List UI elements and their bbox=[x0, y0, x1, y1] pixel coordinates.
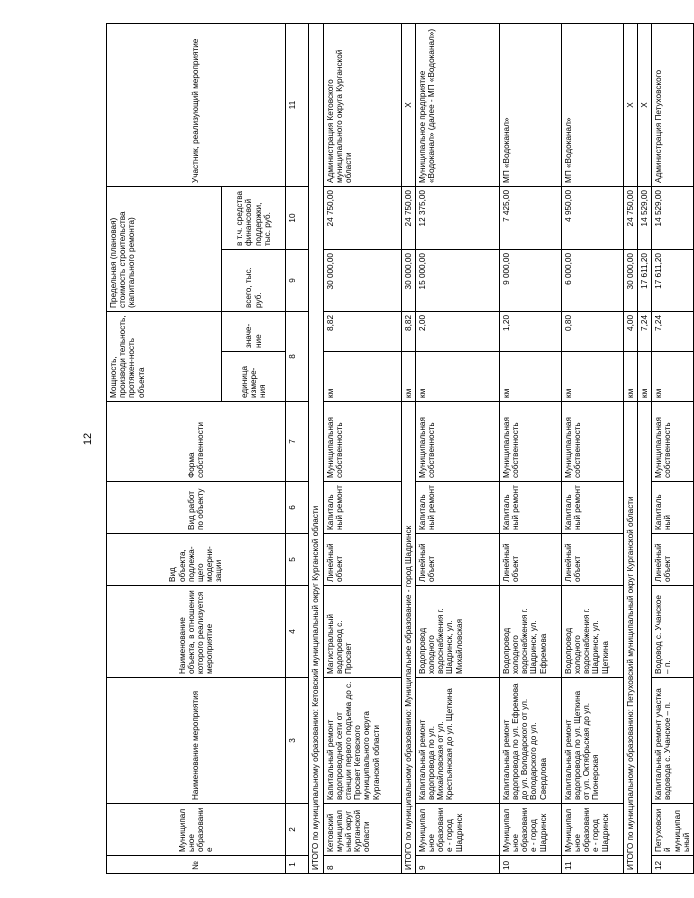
row-measure: Капитальный ремонт водопровода по ул. Ефремова до ул. Володарского от ул. Володарского до ул. Свердлова bbox=[499, 678, 561, 804]
row-object-type: Линейный объект bbox=[561, 534, 623, 586]
header-capacity-unit: единица измере-ния bbox=[222, 352, 286, 402]
total-unit: км bbox=[637, 352, 651, 402]
total-value: 7,24 bbox=[637, 312, 651, 352]
total-support: 24 750,00 bbox=[401, 187, 415, 250]
row-ownership: Муниципальная собственность bbox=[561, 402, 623, 482]
header-municipality: Муниципальное образование bbox=[107, 804, 286, 856]
row-unit: км bbox=[652, 352, 694, 402]
row-num: 9 bbox=[415, 856, 499, 874]
total-row bbox=[623, 24, 637, 874]
column-number: 7 bbox=[286, 402, 309, 482]
row-object-name: Водопровод холодного водоснабжения г. Шадринск, ул. Ефремова bbox=[499, 586, 561, 678]
header-measure: Наименование мероприятия bbox=[107, 678, 286, 804]
total-label bbox=[637, 402, 651, 874]
total-value: 4,00 bbox=[623, 312, 637, 352]
column-number: 5 bbox=[286, 534, 309, 586]
row-value: 0,80 bbox=[561, 312, 623, 352]
row-object-type: Линейный объект bbox=[323, 534, 401, 586]
row-cost: 6 000,00 bbox=[561, 250, 623, 312]
total-cost: 30 000,00 bbox=[401, 250, 415, 312]
table-row bbox=[499, 24, 561, 874]
total-row bbox=[401, 24, 415, 874]
row-cost: 30 000,00 bbox=[323, 250, 401, 312]
row-value: 1,20 bbox=[499, 312, 561, 352]
total-support: 24 750,00 bbox=[623, 187, 637, 250]
table-row bbox=[323, 24, 401, 874]
table-header-row bbox=[107, 24, 222, 874]
row-object-type: Линейный объект bbox=[652, 534, 694, 586]
section-title: ИТОГО по муниципальному образованию: Муниципальное образование - город Шадринск bbox=[401, 402, 415, 874]
total-participant: Х bbox=[401, 24, 415, 187]
row-ownership: Муниципальная собственность bbox=[323, 402, 401, 482]
row-municipality: Петуховский муниципальный bbox=[652, 804, 694, 856]
row-value: 2,00 bbox=[415, 312, 499, 352]
page-number: 12 bbox=[82, 432, 95, 446]
water-supply-repair-table bbox=[106, 23, 694, 874]
row-support: 24 750,00 bbox=[323, 187, 401, 250]
total-unit: км bbox=[623, 352, 637, 402]
column-number: 9 bbox=[286, 250, 309, 312]
row-value: 8,82 bbox=[323, 312, 401, 352]
total-unit: км bbox=[401, 352, 415, 402]
column-number: 10 bbox=[286, 187, 309, 250]
row-work-type: Капиталь ный ремонт bbox=[323, 482, 401, 534]
total-support: 14 529,00 bbox=[637, 187, 651, 250]
column-number: 6 bbox=[286, 482, 309, 534]
row-municipality: Муниципальное образование - город Шадринск bbox=[499, 804, 561, 856]
column-number: 1 bbox=[286, 856, 309, 874]
row-num: 12 bbox=[652, 856, 694, 874]
header-work-type: Вид работ по объекту bbox=[107, 482, 286, 534]
header-num: № bbox=[107, 856, 286, 874]
row-cost: 17 611,20 bbox=[652, 250, 694, 312]
total-row bbox=[637, 24, 651, 874]
column-number: 2 bbox=[286, 804, 309, 856]
row-num: 10 bbox=[499, 856, 561, 874]
row-object-type: Линейный объект bbox=[415, 534, 499, 586]
section-title: ИТОГО по муниципальному образованию: Кетовский муниципальный округ Курганской области bbox=[309, 24, 323, 874]
row-unit: км bbox=[415, 352, 499, 402]
column-number: 3 bbox=[286, 678, 309, 804]
row-cost: 15 000,00 bbox=[415, 250, 499, 312]
header-cost: Предельная (плановая) стоимость строительства (капитального ремонта) bbox=[107, 187, 222, 312]
row-num: 11 bbox=[561, 856, 623, 874]
row-support: 14 529,00 bbox=[652, 187, 694, 250]
column-number: 11 bbox=[286, 24, 309, 187]
header-object-name: Наименование объекта, в отношении которого реализуется мероприятие bbox=[107, 586, 286, 678]
section-row bbox=[309, 24, 323, 874]
row-measure: Капитальный ремонт водопровода по ул. Михайловская от ул. Крестьянская до ул. Щеткина bbox=[415, 678, 499, 804]
row-unit: км bbox=[561, 352, 623, 402]
row-object-name: Водопровод холодного водоснабжения г. Шадринск, ул. Михайловская bbox=[415, 586, 499, 678]
total-cost: 30 000,00 bbox=[623, 250, 637, 312]
row-ownership: Муниципальная собственность bbox=[652, 402, 694, 482]
total-participant: Х bbox=[623, 24, 637, 187]
row-participant: Администрация Петуховского bbox=[652, 24, 694, 187]
total-value: 8,82 bbox=[401, 312, 415, 352]
row-work-type: Капиталь ный ремонт bbox=[415, 482, 499, 534]
header-capacity-value: значе-ние bbox=[222, 312, 286, 352]
row-work-type: Капиталь ный bbox=[652, 482, 694, 534]
row-support: 4 950,00 bbox=[561, 187, 623, 250]
row-cost: 9 000,00 bbox=[499, 250, 561, 312]
row-support: 12 375,00 bbox=[415, 187, 499, 250]
row-work-type: Капиталь ный ремонт bbox=[499, 482, 561, 534]
row-object-type: Линейный объект bbox=[499, 534, 561, 586]
row-value: 7,24 bbox=[652, 312, 694, 352]
row-ownership: Муниципальная собственность bbox=[415, 402, 499, 482]
row-municipality: Кетовский муниципальный округ Курганской области bbox=[323, 804, 401, 856]
table-frame bbox=[106, 24, 691, 874]
column-number: 4 bbox=[286, 586, 309, 678]
row-support: 7 425,00 bbox=[499, 187, 561, 250]
header-object-type: Вид объекта, подлежа-щего модерни-зации bbox=[107, 534, 286, 586]
row-unit: км bbox=[499, 352, 561, 402]
row-num: 8 bbox=[323, 856, 401, 874]
row-participant: Администрация Кетовского муниципального округа Курганской области bbox=[323, 24, 401, 187]
row-object-name: Магистральный водопровод с. Просвет bbox=[323, 586, 401, 678]
table-row bbox=[652, 24, 694, 874]
header-participant: Участник, реализующий мероприятие bbox=[107, 24, 286, 187]
row-participant: МП «Водоканал» bbox=[561, 24, 623, 187]
total-participant: Х bbox=[637, 24, 651, 187]
header-cost-total: всего, тыс. руб. bbox=[222, 250, 286, 312]
row-work-type: Капиталь ный ремонт bbox=[561, 482, 623, 534]
row-measure: Капитальный ремонт водопровода по ул. Щеткина от ул. Октябрьская до ул. Пионерская bbox=[561, 678, 623, 804]
header-ownership: Форма собственности bbox=[107, 402, 286, 482]
section-title: ИТОГО по муниципальному образованию: Петуховский муниципальный округ Курганской области bbox=[623, 402, 637, 874]
row-object-name: Водовод с. Учанское – п. bbox=[652, 586, 694, 678]
row-measure: Капитальный ремонт водопроводной сети от станции первого подъема до с. Просвет Кетовского муниципального округа Курганской области bbox=[323, 678, 401, 804]
table-row bbox=[561, 24, 623, 874]
row-ownership: Муниципальная собственность bbox=[499, 402, 561, 482]
row-municipality: Муниципальное образование - город Шадринск bbox=[561, 804, 623, 856]
row-municipality: Муниципальное образование - город Шадринск bbox=[415, 804, 499, 856]
header-cost-support: в т.ч. средства финансовой поддержки, тыс. руб. bbox=[222, 187, 286, 250]
row-object-name: Водопровод холодного водоснабжения г. Шадринск, ул. Щеткина bbox=[561, 586, 623, 678]
table-row bbox=[415, 24, 499, 874]
column-number-row bbox=[286, 24, 309, 874]
row-participant: Муниципальное предприятие «Водоканал» (далее - МП «Водоканал») bbox=[415, 24, 499, 187]
row-unit: км bbox=[323, 352, 401, 402]
row-measure: Капитальный ремонт участка водовода с. Учанское – п. bbox=[652, 678, 694, 804]
row-participant: МП «Водоканал» bbox=[499, 24, 561, 187]
column-number: 8 bbox=[286, 312, 309, 402]
total-cost: 17 611,20 bbox=[637, 250, 651, 312]
header-capacity: Мощность, производи тельность, протяжен-ность объекта bbox=[107, 312, 222, 402]
